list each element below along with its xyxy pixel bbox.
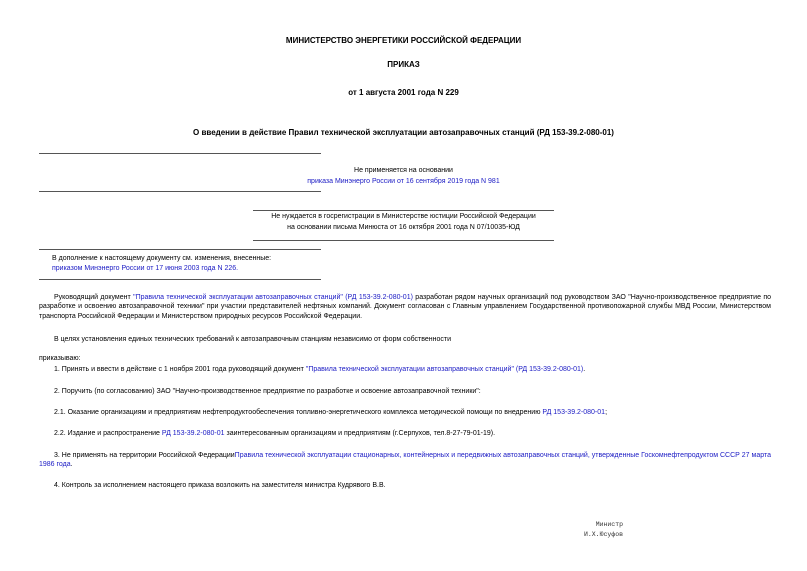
- order-item-1: [39, 365, 771, 374]
- registration-notice: Не нуждается в госрегистрации в Министерстве юстиции Российской Федерации: [271, 213, 536, 220]
- item-text: 1. Принять и ввести в действие с 1 ноября 2001 года руководящий документ: [54, 366, 306, 373]
- rd-document-link[interactable]: "Правила технической эксплуатации автозаправочных станций" (РД 153-39.2-080-01): [133, 294, 413, 301]
- amendments-link[interactable]: приказом Минэнерго России от 17 июня 2003 года N 226.: [52, 265, 239, 272]
- signature-position: Министр: [595, 521, 623, 528]
- divider: [39, 279, 321, 280]
- document-date-number: от 1 августа 2001 года N 229: [348, 88, 459, 97]
- intro-text: Руководящий документ: [54, 294, 134, 301]
- item-text: 2.2. Издание и распространение: [54, 430, 162, 437]
- order-item-2: 2. Поручить (по согласованию) ЗАО "Научно-производственное предприятие по разработке и освоение автозаправочной техники":: [54, 388, 481, 395]
- order-item-3: [39, 451, 771, 470]
- item-text: 2.1. Оказание организациям и предприятиям нефтепродуктообеспечения топливно-энергетического комплекса методической помощи по внедрению: [54, 409, 543, 416]
- old-rules-link[interactable]: Правила технической эксплуатации стационарных, контейнерных и передвижных автозаправочных станций, утвержденные Госкомнефтепродуктом СССР 27 марта 1986 года: [39, 452, 771, 469]
- intro-text-rest: разработан рядом научных организаций под руководством ЗАО "Научно-производственное предприятие по разработке и освоению автозаправочной техники" при участии представителей нефтяных компаний. Документ согласован с Главным управлением Государственной противопожарной службы МВД России, Министерством транспорта Российской Федерации и Министерством природных ресурсов Российской Федерации.: [39, 294, 772, 320]
- item-text: ;: [605, 409, 608, 416]
- signature-name: И.Х.Юсуфов: [583, 531, 623, 538]
- registration-letter: на основании письма Минюста от 16 октября 2001 года N 07/10035-ЮД: [287, 224, 520, 231]
- rd-document-link[interactable]: "Правила технической эксплуатации автозаправочных станций" (РД 153-39.2-080-01): [305, 366, 584, 373]
- rd-code-link[interactable]: РД 153-39.2-080-01: [542, 409, 606, 416]
- purpose-paragraph: В целях установления единых технических требований к автозаправочным станциям независимо от форм собственности: [54, 336, 452, 343]
- rd-code-link[interactable]: РД 153-39.2-080-01: [161, 430, 225, 437]
- intro-paragraph: [39, 293, 771, 321]
- divider: [253, 240, 554, 241]
- order-item-4: 4. Контроль за исполнением настоящего приказа возложить на заместителя министра Кудрявого В.В.: [54, 482, 386, 489]
- divider: [39, 153, 321, 154]
- divider: [253, 210, 554, 211]
- divider: [39, 249, 321, 250]
- not-applied-link[interactable]: приказа Минэнерго России от 16 сентября 2019 года N 981: [307, 178, 500, 185]
- document-type: ПРИКАЗ: [387, 60, 420, 69]
- item-text: .: [70, 461, 73, 469]
- amendments-notice: В дополнение к настоящему документу см. изменения, внесенные:: [52, 255, 272, 262]
- item-text: заинтересованным организациям и предприятиям (г.Серпухов, тел.8-27-79-01-19).: [224, 430, 496, 437]
- order-item-2-2: [39, 429, 771, 438]
- divider: [39, 191, 321, 192]
- item-text: .: [583, 366, 586, 373]
- order-word: приказываю:: [39, 355, 81, 362]
- ministry-heading: МИНИСТЕРСТВО ЭНЕРГЕТИКИ РОССИЙСКОЙ ФЕДЕРАЦИИ: [285, 36, 522, 45]
- item-text: 3. Не применять на территории Российской Федерации: [54, 452, 235, 459]
- order-item-2-1: [39, 408, 771, 417]
- document-title: О введении в действие Правил технической эксплуатации автозаправочных станций (РД 153-39.2-080-01): [193, 128, 614, 137]
- not-applied-notice: Не применяется на основании: [354, 167, 453, 174]
